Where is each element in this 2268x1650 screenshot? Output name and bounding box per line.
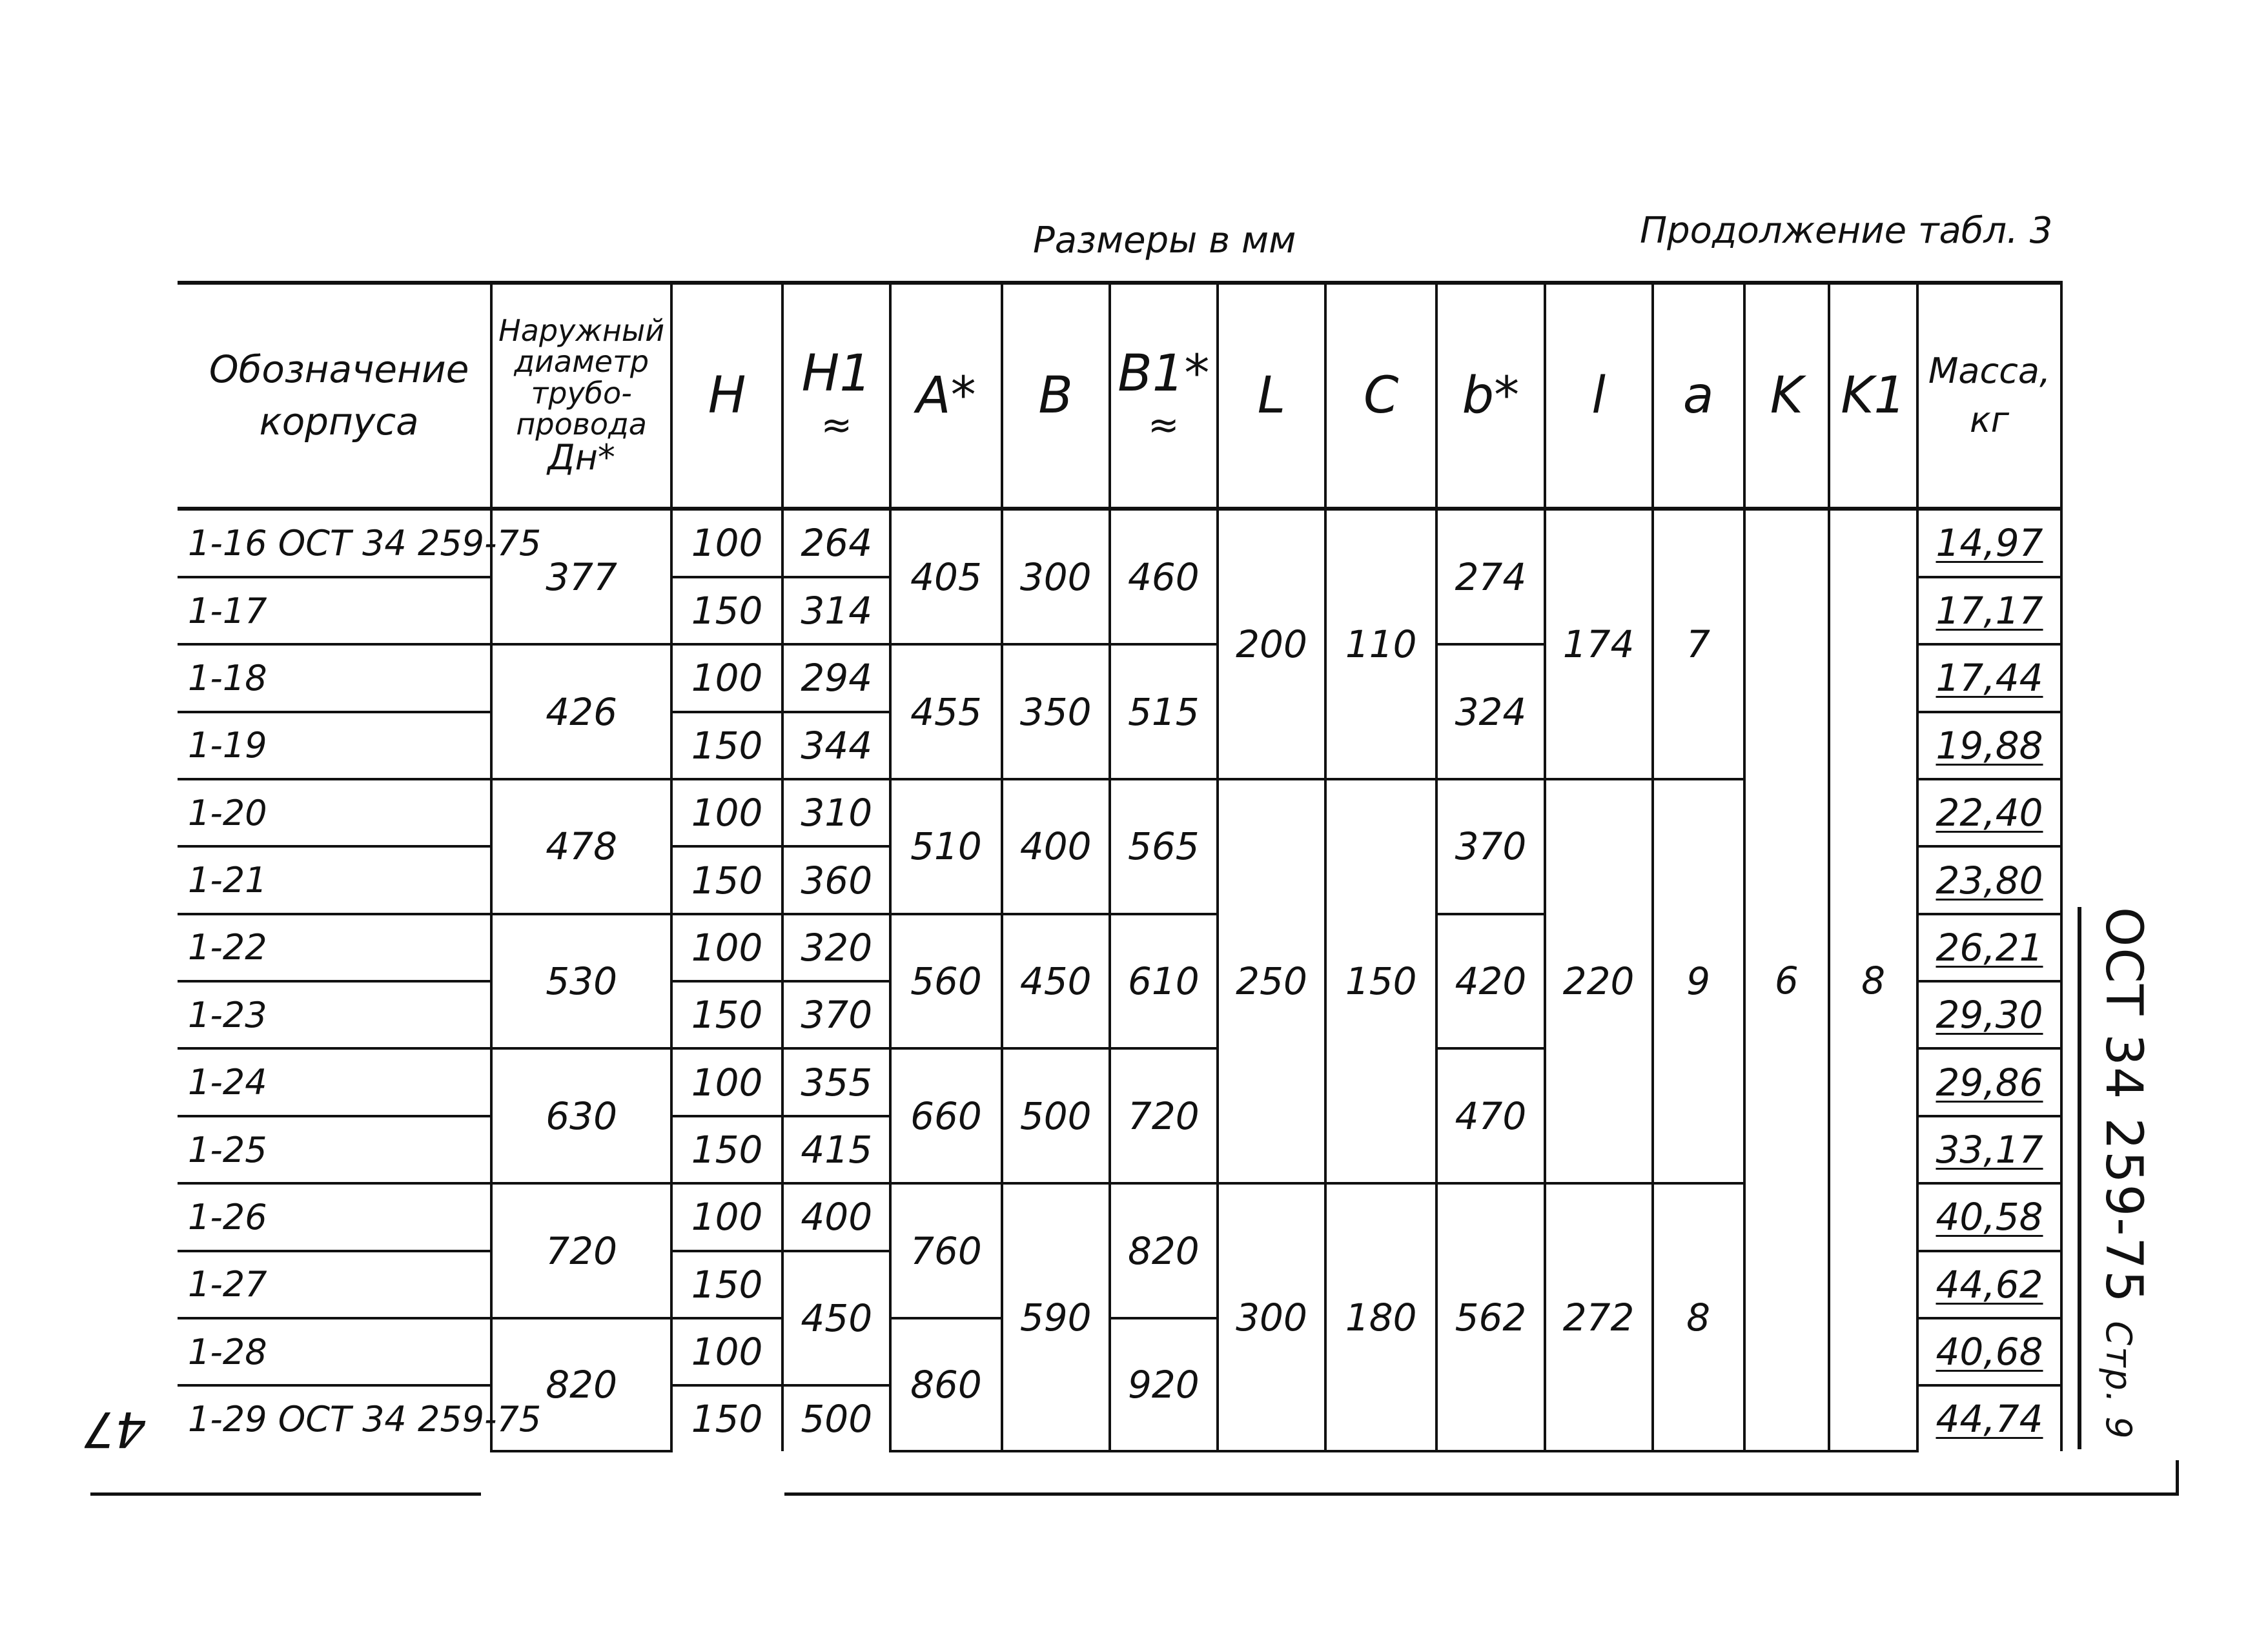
cell-H1: 344: [782, 712, 890, 779]
cell-H: 100: [671, 1318, 782, 1385]
cell-C: 110: [1325, 509, 1436, 779]
header-H-label: H: [708, 367, 746, 425]
cell-B: 500: [1002, 1048, 1110, 1183]
cell-K: 6: [1744, 509, 1830, 1451]
cell-diameter: 820: [491, 1318, 671, 1451]
cell-b: 324: [1436, 644, 1544, 779]
header-diameter-line3: трубо-: [531, 375, 632, 411]
cell-B: 400: [1002, 779, 1110, 914]
cell-H1: 500: [782, 1385, 890, 1451]
cell-H1: 370: [782, 981, 890, 1048]
cell-diameter: 377: [491, 509, 671, 644]
header-designation: [178, 283, 491, 509]
header-K-label: K: [1770, 367, 1803, 425]
cell-A: 760: [890, 1183, 1001, 1318]
cell-diameter: 720: [491, 1183, 671, 1318]
cell-mass: 26,21: [1917, 914, 2061, 981]
header-H1: [782, 283, 890, 509]
cell-diameter: 426: [491, 644, 671, 779]
cell-K1: 8: [1829, 509, 1917, 1451]
header-B1-note: ≈: [1148, 403, 1180, 447]
cell-mass: 17,17: [1917, 577, 2061, 644]
cell-l: 272: [1545, 1183, 1653, 1451]
cell-b: 370: [1436, 779, 1544, 914]
cell-designation: 1-18: [178, 644, 491, 711]
cell-designation: 1-16 ОСТ 34 259-75: [178, 509, 491, 577]
cell-mass: 29,86: [1917, 1048, 2061, 1115]
cell-H: 150: [671, 981, 782, 1048]
header-a: [1653, 283, 1744, 509]
header-L: [1218, 283, 1325, 509]
cell-A: 860: [890, 1318, 1001, 1451]
cell-l: 174: [1545, 509, 1653, 779]
standard-stamp-text: [2094, 907, 2152, 1440]
cell-A: 455: [890, 644, 1001, 779]
cell-H1: 360: [782, 846, 890, 913]
cell-a: 9: [1653, 779, 1744, 1183]
cell-B: 450: [1002, 914, 1110, 1049]
footer-rule-tick: [2176, 1460, 2179, 1496]
header-diameter-line1: Наружный: [498, 313, 665, 349]
cell-H1: 310: [782, 779, 890, 846]
cell-H1: 320: [782, 914, 890, 981]
cell-l: 220: [1545, 779, 1653, 1183]
footer-rule-right: [784, 1492, 2179, 1496]
cell-H: 100: [671, 644, 782, 711]
header-K: [1744, 283, 1830, 509]
cell-b: 562: [1436, 1183, 1544, 1451]
cell-designation: 1-27: [178, 1251, 491, 1318]
cell-b: 420: [1436, 914, 1544, 1049]
header-designation-line2: корпуса: [259, 400, 419, 443]
standard-stamp: [2078, 907, 2152, 1449]
cell-mass: 17,44: [1917, 644, 2061, 711]
cell-H1: 264: [782, 509, 890, 577]
cell-diameter: 530: [491, 914, 671, 1049]
header-mass-line2: кг: [1970, 400, 2009, 440]
cell-C: 180: [1325, 1183, 1436, 1451]
table-continuation-caption: Продолжение табл. 3: [1640, 210, 2053, 252]
cell-B: 590: [1002, 1183, 1110, 1451]
cell-L: 200: [1218, 509, 1325, 779]
dimensions-table: [178, 281, 2063, 1452]
cell-H: 100: [671, 914, 782, 981]
cell-mass: 33,17: [1917, 1116, 2061, 1183]
cell-diameter: 630: [491, 1048, 671, 1183]
cell-diameter: 478: [491, 779, 671, 914]
header-A-label: A*: [916, 367, 976, 425]
cell-H1: 355: [782, 1048, 890, 1115]
cell-H: 150: [671, 846, 782, 913]
cell-a: 8: [1653, 1183, 1744, 1451]
cell-designation: 1-19: [178, 712, 491, 779]
header-diameter-line2: диаметр: [514, 344, 649, 380]
cell-H1: 450: [782, 1251, 890, 1386]
header-B: [1002, 283, 1110, 509]
header-H1-note: ≈: [821, 403, 853, 447]
cell-B1: 565: [1110, 779, 1218, 914]
cell-designation: 1-28: [178, 1318, 491, 1385]
cell-B1: 920: [1110, 1318, 1218, 1451]
cell-B: 350: [1002, 644, 1110, 779]
cell-b: 470: [1436, 1048, 1544, 1183]
cell-H: 100: [671, 1183, 782, 1250]
cell-B1: 515: [1110, 644, 1218, 779]
table-row: [178, 509, 2061, 577]
cell-H: 150: [671, 712, 782, 779]
cell-mass: 40,58: [1917, 1183, 2061, 1250]
header-l: [1545, 283, 1653, 509]
units-caption: Размеры в мм: [1033, 219, 1296, 261]
cell-H: 100: [671, 1048, 782, 1115]
cell-designation: 1-22: [178, 914, 491, 981]
cell-A: 560: [890, 914, 1001, 1049]
cell-H: 150: [671, 577, 782, 644]
cell-A: 405: [890, 509, 1001, 644]
header-C: [1325, 283, 1436, 509]
header-mass: [1917, 283, 2061, 509]
cell-mass: 44,62: [1917, 1251, 2061, 1318]
cell-H1: 294: [782, 644, 890, 711]
cell-designation: 1-20: [178, 779, 491, 846]
cell-H: 150: [671, 1251, 782, 1318]
header-K1-label: K1: [1841, 367, 1906, 425]
header-diameter-symbol: Дн*: [547, 437, 615, 478]
header-C-label: C: [1363, 367, 1399, 425]
cell-designation: 1-29 ОСТ 34 259-75: [178, 1385, 491, 1451]
cell-designation: 1-23: [178, 981, 491, 1048]
cell-H: 150: [671, 1385, 782, 1451]
cell-mass: 23,80: [1917, 846, 2061, 913]
header-mass-line1: Масса,: [1928, 351, 2051, 392]
cell-H1: 314: [782, 577, 890, 644]
cell-mass: 44,74: [1917, 1385, 2061, 1451]
cell-B1: 820: [1110, 1183, 1218, 1318]
standard-code: ОСТ 34 259-75: [2094, 907, 2152, 1304]
header-designation-line1: Обозначение: [209, 347, 469, 391]
spec-table: [178, 281, 2063, 1452]
cell-designation: 1-24: [178, 1048, 491, 1115]
cell-a: 7: [1653, 509, 1744, 779]
cell-designation: 1-26: [178, 1183, 491, 1250]
cell-L: 300: [1218, 1183, 1325, 1451]
cell-H: 100: [671, 509, 782, 577]
header-K1: [1829, 283, 1917, 509]
header-diameter-line4: провода: [516, 406, 647, 442]
cell-B: 300: [1002, 509, 1110, 644]
cell-A: 510: [890, 779, 1001, 914]
cell-mass: 29,30: [1917, 981, 2061, 1048]
cell-b: 274: [1436, 509, 1544, 644]
header-B-label: B: [1038, 367, 1073, 425]
cell-designation: 1-17: [178, 577, 491, 644]
cell-H1: 400: [782, 1183, 890, 1250]
header-b-label: b*: [1462, 367, 1520, 425]
cell-designation: 1-25: [178, 1116, 491, 1183]
cell-H1: 415: [782, 1116, 890, 1183]
cell-L: 250: [1218, 779, 1325, 1183]
cell-H: 100: [671, 779, 782, 846]
header-H: [671, 283, 782, 509]
header-diameter: [491, 283, 671, 509]
cell-B1: 720: [1110, 1048, 1218, 1183]
cell-B1: 610: [1110, 914, 1218, 1049]
cell-H: 150: [671, 1116, 782, 1183]
cell-mass: 22,40: [1917, 779, 2061, 846]
header-a-label: a: [1682, 367, 1714, 425]
cell-mass: 19,88: [1917, 712, 2061, 779]
standard-page-label: Стр. 9: [2098, 1321, 2139, 1440]
cell-C: 150: [1325, 779, 1436, 1183]
cell-mass: 14,97: [1917, 509, 2061, 577]
header-B1: [1110, 283, 1218, 509]
header-b: [1436, 283, 1544, 509]
cell-mass: 40,68: [1917, 1318, 2061, 1385]
header-A: [890, 283, 1001, 509]
cell-A: 660: [890, 1048, 1001, 1183]
header-H1-label: H1: [801, 345, 872, 403]
header-l-label: l: [1591, 367, 1606, 425]
cell-B1: 460: [1110, 509, 1218, 644]
page-number: 47: [84, 1401, 147, 1458]
header-B1-label: B1*: [1118, 345, 1210, 403]
footer-rule-left: [90, 1492, 481, 1496]
cell-designation: 1-21: [178, 846, 491, 913]
header-L-label: L: [1257, 367, 1286, 425]
